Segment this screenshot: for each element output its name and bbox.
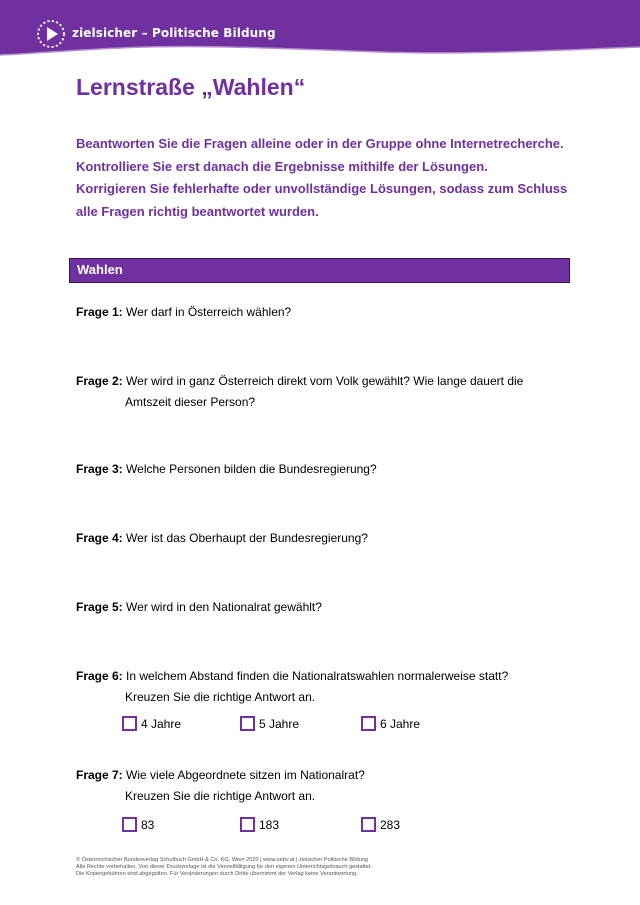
footer-line: Die Kopiergebühren sind abgegolten. Für Veränderungen durch Dritte übernimmt der Verlag keine Verantwortung. (76, 871, 358, 878)
option-label: 6 Jahre (380, 717, 421, 731)
option-label: 283 (380, 818, 401, 832)
option-label: 183 (259, 818, 280, 832)
play-circle-icon (36, 19, 66, 49)
brand-name: zielsicher – Politische Bildung (72, 26, 276, 40)
checkbox[interactable] (240, 817, 255, 832)
question-4 (76, 528, 368, 549)
section-title: Wahlen (77, 262, 123, 277)
question-label: Frage 6: (76, 669, 123, 683)
question-label: Frage 2: (76, 374, 123, 388)
checkbox[interactable] (122, 716, 137, 731)
checkbox[interactable] (122, 817, 137, 832)
instruction-line: alle Fragen richtig beantwortet wurden. (76, 203, 319, 219)
footer (76, 857, 372, 879)
question-3 (76, 459, 377, 480)
instruction-line: Beantworten Sie die Fragen alleine oder in der Gruppe ohne Internetrecherche. (76, 136, 564, 151)
footer-line: © Österreichischer Bundesverlag Schulbuch GmbH & Co. KG, Wien 2020 | www.oebv.at | zielsicher Politische Bildung (76, 857, 369, 863)
question-7 (76, 765, 365, 803)
checkbox[interactable] (361, 716, 376, 731)
question-1 (76, 302, 291, 323)
option-label: 83 (141, 818, 155, 832)
question-text: Wer ist das Oberhaupt der Bundesregierung? (126, 531, 368, 545)
instruction-line: Korrigieren Sie fehlerhafte oder unvollständige Lösungen, sodass zum Schluss (76, 181, 568, 196)
option-label: 5 Jahre (259, 717, 300, 731)
question-text-continued: Amtszeit dieser Person? (125, 395, 256, 409)
question-text: Welche Personen bilden die Bundesregierung? (126, 462, 377, 476)
instruction-line: Kontrolliere Sie erst danach die Ergebnisse mithilfe der Lösungen. (76, 158, 488, 174)
question-6 (76, 666, 509, 704)
instructions (76, 133, 596, 223)
answer-options-7 (122, 816, 522, 832)
question-text: Wer wird in den Nationalrat gewählt? (126, 600, 322, 614)
question-text: Wie viele Abgeordnete sitzen im Nationalrat? (126, 768, 365, 782)
question-text: Wer darf in Österreich wählen? (126, 305, 292, 319)
question-label: Frage 3: (76, 462, 123, 476)
question-text: Wer wird in ganz Österreich direkt vom Volk gewählt? Wie lange dauert die (126, 374, 524, 388)
question-label: Frage 4: (76, 531, 123, 545)
question-instruction: Kreuzen Sie die richtige Antwort an. (125, 690, 316, 704)
checkbox[interactable] (240, 716, 255, 731)
answer-options-6 (122, 715, 522, 731)
question-2 (76, 371, 524, 409)
question-instruction: Kreuzen Sie die richtige Antwort an. (125, 789, 316, 803)
header-band (0, 0, 640, 62)
question-text: In welchem Abstand finden die Nationalratswahlen normalerweise statt? (126, 669, 509, 683)
question-label: Frage 1: (76, 305, 123, 319)
footer-line: Alle Rechte vorbehalten. Von dieser Druckvorlage ist die Vervielfältigung für den eigenen Unterrichtsgebrauch gestattet. (76, 864, 373, 871)
option-label: 4 Jahre (141, 717, 182, 731)
question-5 (76, 597, 322, 618)
question-label: Frage 7: (76, 768, 123, 782)
checkbox[interactable] (361, 817, 376, 832)
section-header (69, 258, 570, 283)
page-title: Lernstraße „Wahlen“ (76, 74, 306, 100)
question-label: Frage 5: (76, 600, 123, 614)
